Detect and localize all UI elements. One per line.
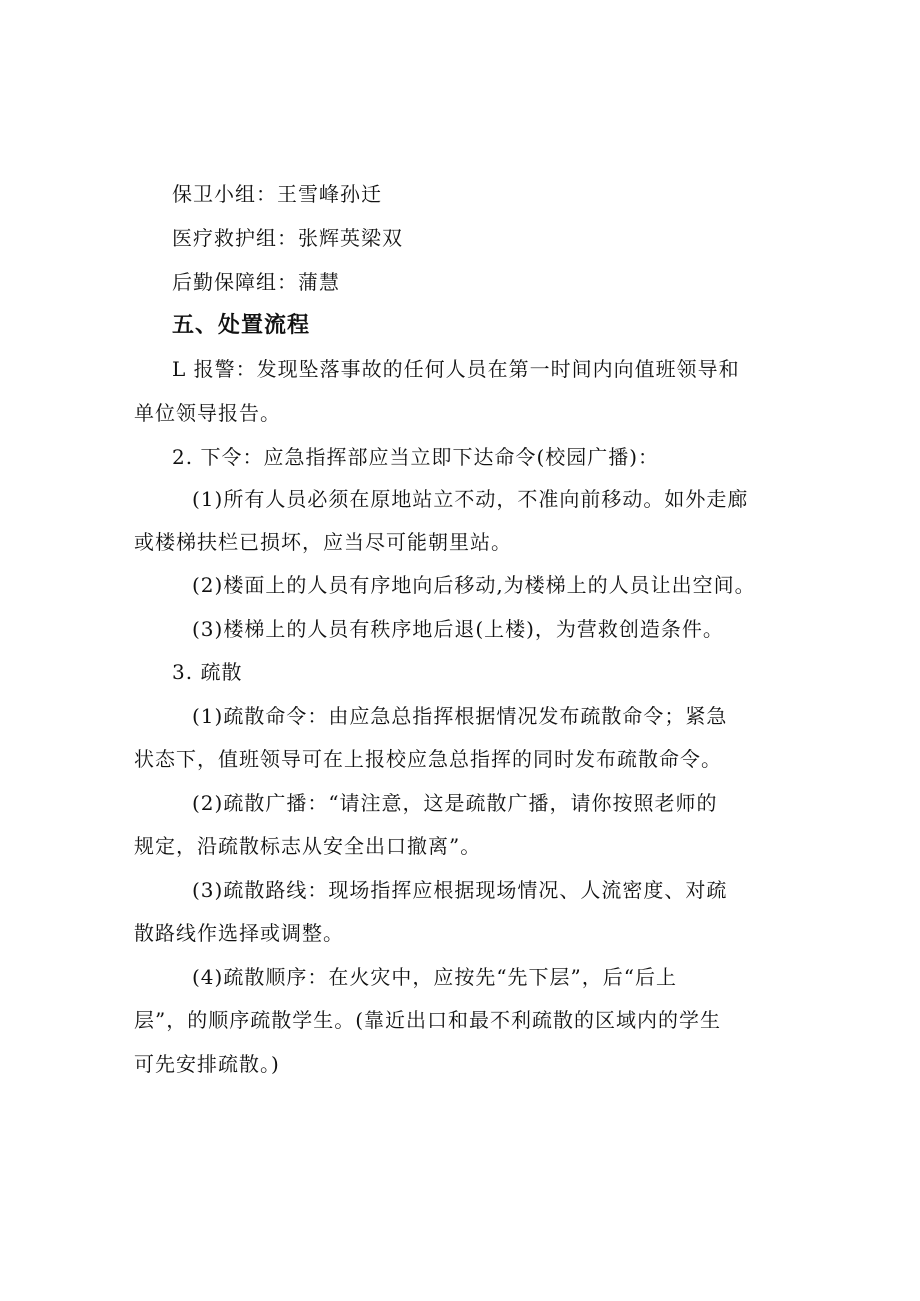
paragraph-line: 或楼梯扶栏已损坏，应当尽可能朝里站。: [134, 530, 512, 554]
paragraph-line: (1)疏散命令：由应急总指挥根据情况发布疏散命令；紧急: [192, 704, 728, 728]
paragraph-line: 散路线作选择或调整。: [134, 921, 344, 945]
member-line-medical: 医疗救护组：张辉英梁双: [172, 226, 403, 250]
paragraph-line: (3)楼梯上的人员有秩序地后退(上楼)，为营救创造条件。: [192, 617, 724, 641]
member-line-security: 保卫小组：王雪峰孙迁: [172, 182, 382, 206]
paragraph-line: 规定，沿疏散标志从安全出口撤离”。: [134, 834, 482, 858]
paragraph-line: L 报警：发现坠落事故的任何人员在第一时间内向值班领导和: [172, 357, 740, 381]
paragraph-line: (2)楼面上的人员有序地向后移动,为楼梯上的人员让出空间。: [192, 573, 756, 597]
section-heading: 五、处置流程: [172, 313, 311, 338]
paragraph-line: 状态下，值班领导可在上报校应急总指挥的同时发布疏散命令。: [134, 747, 722, 771]
paragraph-line: (2)疏散广播：“请注意，这是疏散广播，请你按照老师的: [192, 791, 718, 815]
paragraph-line: 3. 疏散: [172, 660, 243, 684]
paragraph-line: 可先安排疏散。): [134, 1052, 280, 1076]
paragraph-line: 层”，的顺序疏散学生。(靠近出口和最不利疏散的区域内的学生: [134, 1008, 722, 1032]
paragraph-line: (1)所有人员必须在原地站立不动，不准向前移动。如外走廊: [192, 487, 749, 511]
paragraph-line: 单位领导报告。: [134, 401, 281, 425]
paragraph-line: (3)疏散路线：现场指挥应根据现场情况、人流密度、对疏: [192, 878, 728, 902]
paragraph-line: 2. 下令：应急指挥部应当立即下达命令(校园广播)：: [172, 445, 660, 469]
member-line-logistics: 后勤保障组：蒲慧: [172, 270, 340, 294]
paragraph-line: (4)疏散顺序：在火灾中，应按先“先下层”，后“后上: [192, 965, 678, 989]
